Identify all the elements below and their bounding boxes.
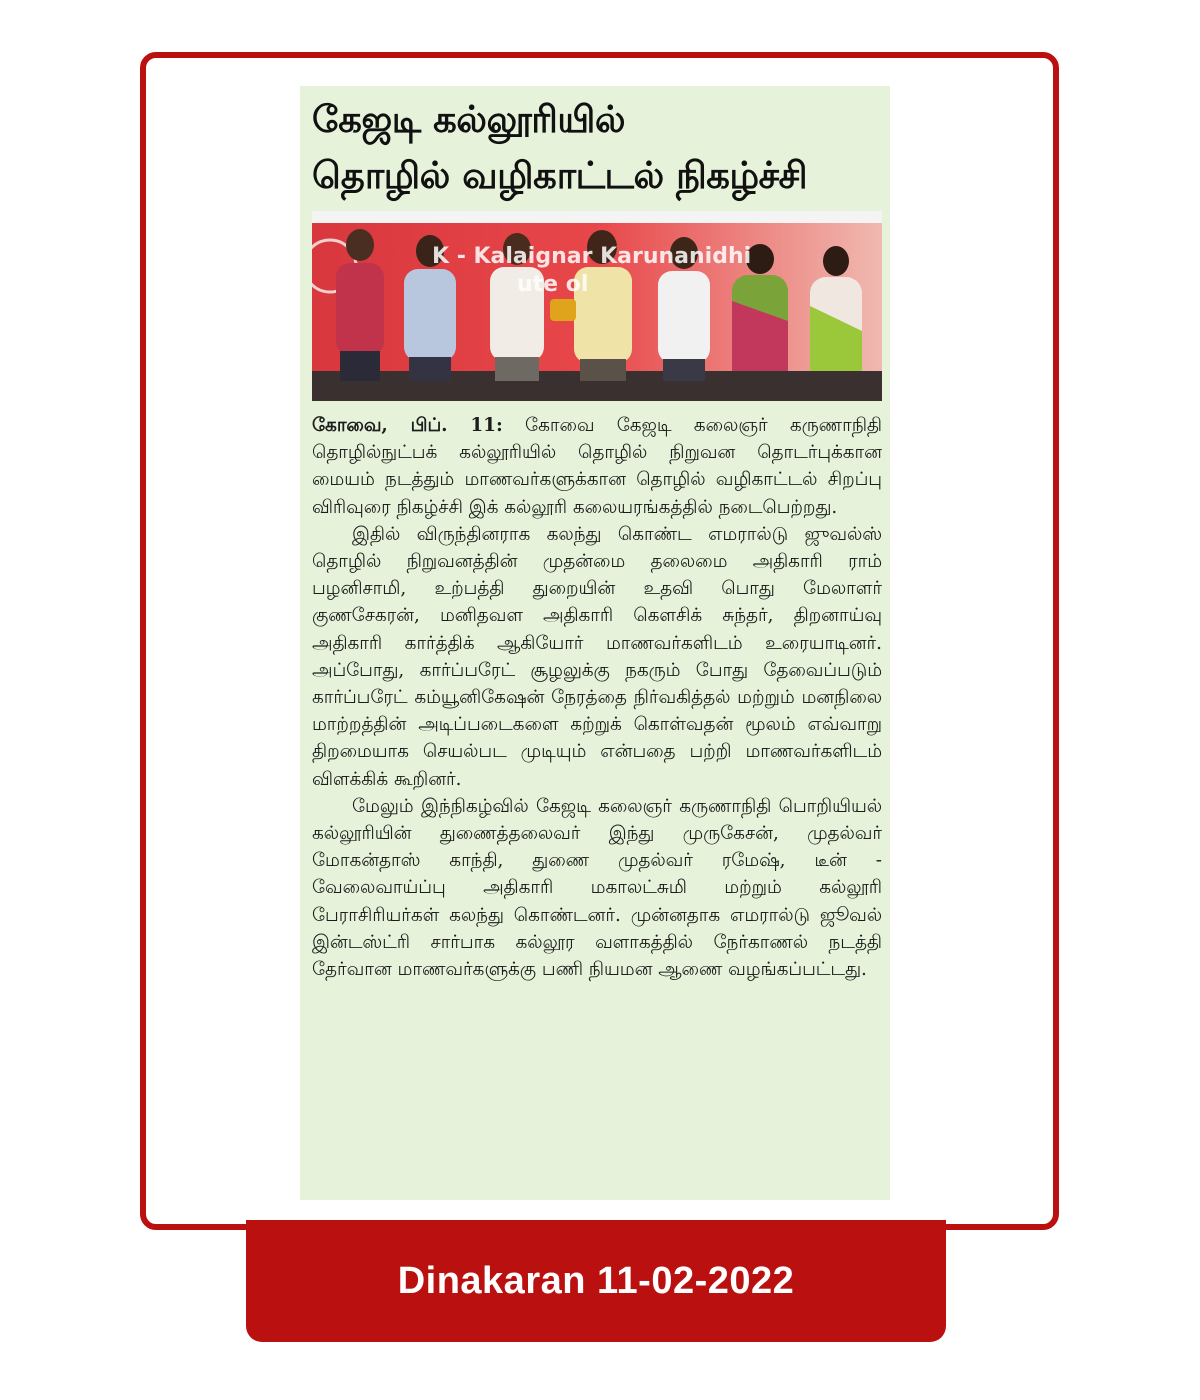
photo-banner-line-1: K - Kalaignar Karunanidhi [432, 244, 752, 269]
article-body [312, 412, 882, 983]
article-dateline: கோவை, பிப். 11: [312, 415, 503, 436]
caption-bar [246, 1220, 946, 1342]
article-paragraph-3: மேலும் இந்நிகழ்வில் கேஜடி கலைஞர் கருணாநிதி பொறியியல் கல்லூரியின் துணைத்தலைவர் இந்து முருகேசன், முதல்வர் மோகன்தாஸ் காந்தி, துணை முதல்வர் ரமேஷ், டீன் - வேலைவாய்ப்பு அதிகாரி மகாலட்சுமி மற்றும் கல்லூரி பேராசிரியர்கள் கலந்து கொண்டனர். முன்னதாக எமரால்டு ஜூவல் இன்டஸ்ட்ரி சார்பாக கல்லூர வளாகத்தில் நேர்காணல் நடத்தி தேர்வான மாணவர்களுக்கு பணி நியமன ஆணை வழங்கப்பட்டது. [312, 795, 882, 981]
article-paragraph-1 [312, 412, 882, 521]
headline-line-2: தொழில் வழிகாட்டல் நிகழ்ச்சி [312, 154, 808, 197]
headline-line-1: கேஜடி கல்லூரியில் [312, 98, 626, 141]
article-headline [312, 92, 882, 204]
event-photo [312, 211, 882, 401]
paragraph-text: கோவை கேஜடி கலைஞர் கருணாநிதி தொழில்நுட்பக் கல்லூரியில் தொழில் நிறுவன தொடர்புக்கான மையம் நடத்தும் மாணவர்களுக்கான தொழில் வழிகாட்டல் சிறப்பு விரிவுரை நிகழ்ச்சி இக் கல்லூரி கலையரங்கத்தில் நடைபெற்றது. [312, 415, 882, 518]
newspaper-clipping [300, 86, 890, 1200]
source-caption: Dinakaran 11-02-2022 [397, 1259, 795, 1302]
article-paragraph-2: இதில் விருந்தினராக கலந்து கொண்ட எமரால்டு ஜுவல்ஸ் தொழில் நிறுவனத்தின் முதன்மை தலைமை அதிகாரி ராம் பழனிசாமி, உற்பத்தி துறையின் உதவி பொது மேலாளர் குணசேகரன், மனிதவள அதிகாரி கௌசிக் சுந்தர், திறனாய்வு அதிகாரி கார்த்திக் ஆகியோர் மாணவர்களிடம் உரையாடினர். அப்போது, கார்ப்பரேட் சூழலுக்கு நகரும் போது தேவைப்படும் கார்ப்பரேட் கம்யூனிகேஷன் நேரத்தை நிர்வகித்தல் மற்றும் மனநிலை மாற்றத்தின் அடிப்படைகளை கற்றுக் கொள்வதன் மூலம் எவ்வாறு திறமையாக செயல்பட முடியும் என்பதை பற்றி மாணவர்களிடம் விளக்கிக் கூறினர். [312, 523, 882, 790]
photo-banner-line-2: ute ol [517, 272, 589, 297]
